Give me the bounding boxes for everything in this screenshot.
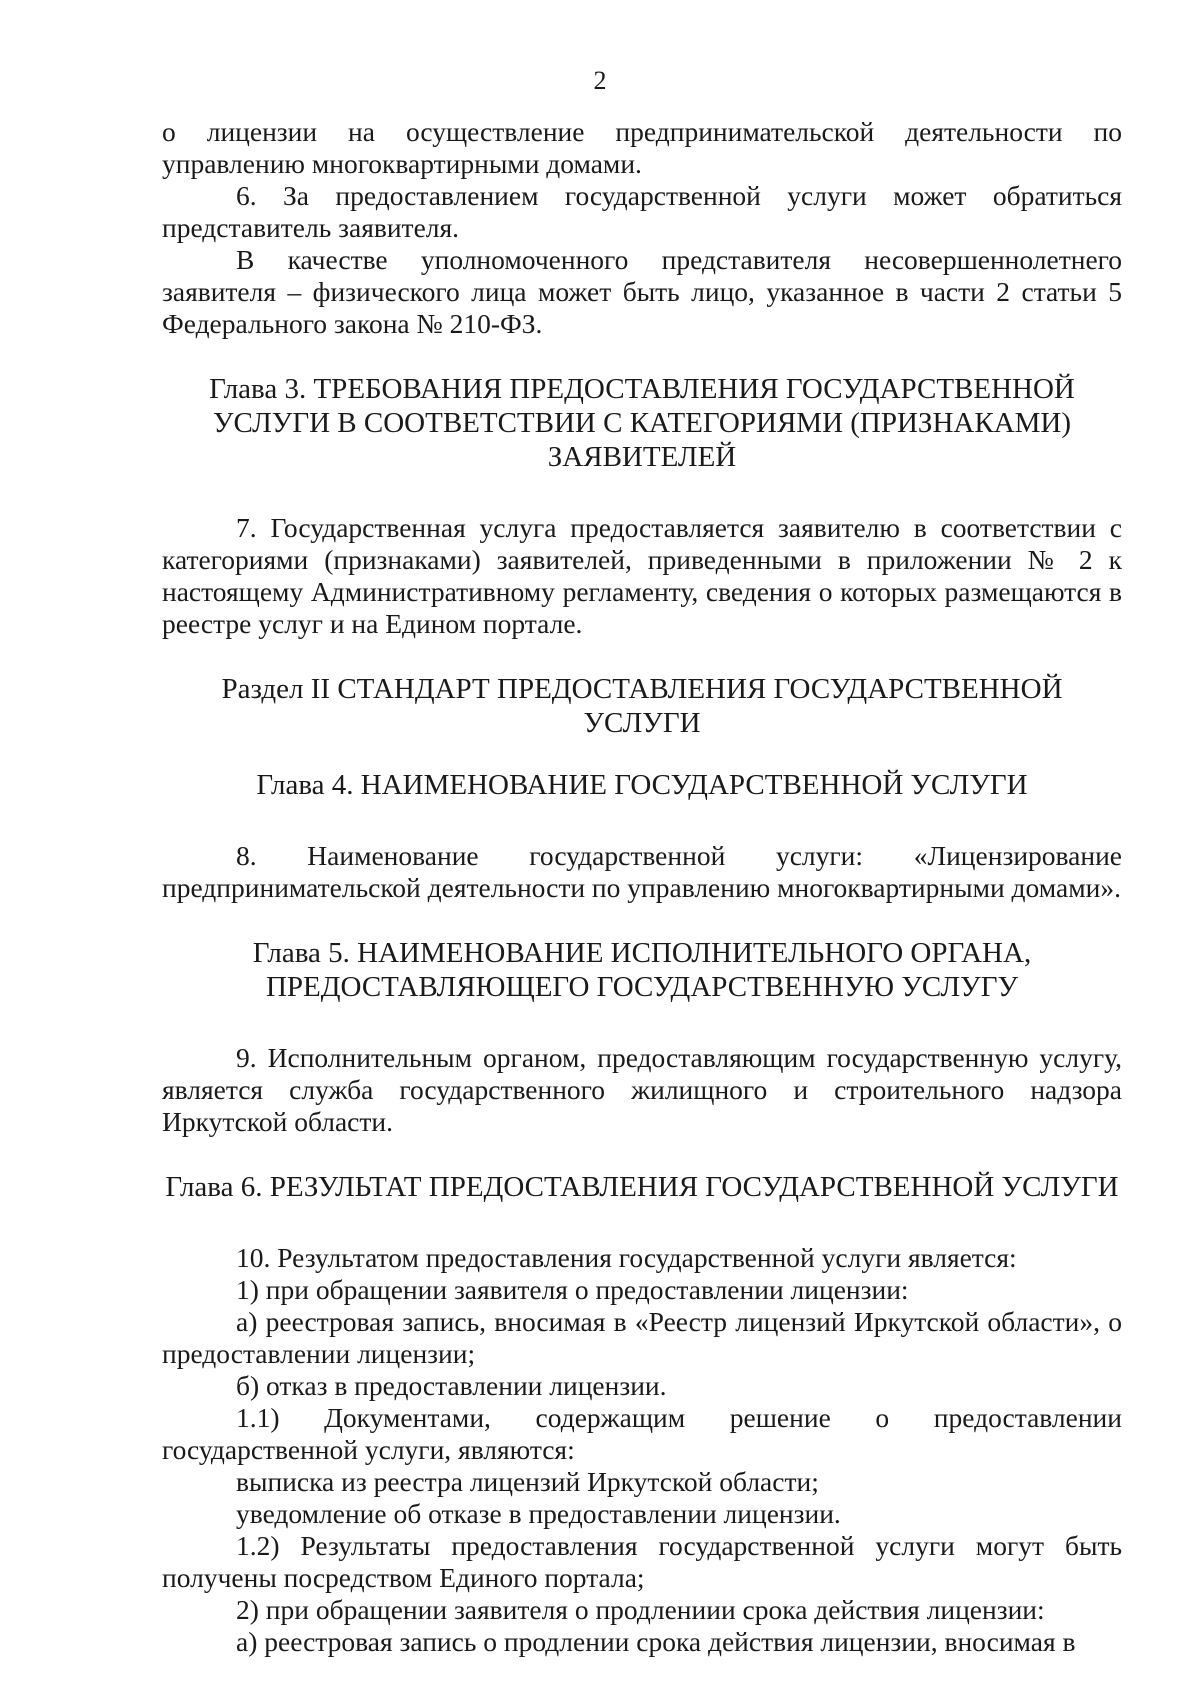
heading-line: Раздел II СТАНДАРТ ПРЕДОСТАВЛЕНИЯ ГОСУДАРСТВЕННОЙ УСЛУГИ (221, 673, 1063, 739)
paragraph: 7. Государственная услуга предоставляется заявителю в соответствии с категориями (признаками) заявителей, приведенными в приложении № 2 к настоящему Административному регламенту, сведения о которых размещаются в реестре услуг и на Едином портале. (162, 512, 1122, 639)
paragraph: б) отказ в предоставлении лицензии. (236, 1370, 667, 1401)
heading-line: Глава 5. НАИМЕНОВАНИЕ ИСПОЛНИТЕЛЬНОГО ОРГАНА, (252, 937, 1032, 969)
heading-line: ЗАЯВИТЕЛЕЙ (547, 441, 737, 473)
heading-line: Глава 4. НАИМЕНОВАНИЕ ГОСУДАРСТВЕННОЙ УСЛУГИ (256, 769, 1028, 801)
chapter-heading (162, 768, 1122, 802)
paragraph: 9. Исполнительным органом, предоставляющим государственную услугу, является служба государственного жилищного и строительного надзора Иркутской области. (162, 1042, 1122, 1137)
paragraph: а) реестровая запись о продлении срока действия лицензии, вносимая в (236, 1626, 1076, 1657)
paragraph: 10. Результатом предоставления государственной услуги является: (236, 1242, 1017, 1273)
section-heading (162, 672, 1122, 740)
chapter-heading (162, 372, 1122, 474)
paragraph: В качестве уполномоченного представителя несовершеннолетнего заявителя – физического лица может быть лицо, указанное в части 2 статьи 5 Федерального закона № 210-ФЗ. (162, 244, 1122, 339)
paragraph: 1.1) Документами, содержащим решение о предоставлении государственной услуги, являются: (162, 1402, 1122, 1465)
heading-line: ПРЕДОСТАВЛЯЮЩЕГО ГОСУДАРСТВЕННУЮ УСЛУГУ (265, 971, 1019, 1003)
paragraph: 1) при обращении заявителя о предоставлении лицензии: (236, 1274, 909, 1305)
paragraph: 8. Наименование государственной услуги: «Лицензирование предпринимательской деятельности по управлению многоквартирными домами». (162, 840, 1122, 903)
paragraph: 2) при обращении заявителя о продлениии срока действия лицензии: (236, 1594, 1045, 1625)
chapter-heading (162, 1170, 1122, 1204)
paragraph: а) реестровая запись, вносимая в «Реестр лицензий Иркутской области», о предоставлении лицензии; (162, 1306, 1122, 1369)
paragraph: уведомление об отказе в предоставлении лицензии. (236, 1498, 841, 1529)
heading-line: Глава 6. РЕЗУЛЬТАТ ПРЕДОСТАВЛЕНИЯ ГОСУДАРСТВЕННОЙ УСЛУГИ (165, 1171, 1119, 1203)
paragraph: выписка из реестра лицензий Иркутской области; (236, 1466, 819, 1497)
page-number: 2 (593, 66, 607, 95)
paragraph: о лицензии на осуществление предпринимательской деятельности по управлению многоквартирными домами. (162, 116, 1122, 179)
paragraph: 1.2) Результаты предоставления государственной услуги могут быть получены посредством Единого портала; (162, 1530, 1122, 1593)
document-body (162, 116, 1122, 1658)
heading-line: УСЛУГИ В СООТВЕТСТВИИ С КАТЕГОРИЯМИ (ПРИЗНАКАМИ) (212, 407, 1072, 439)
heading-line: Глава 3. ТРЕБОВАНИЯ ПРЕДОСТАВЛЕНИЯ ГОСУДАРСТВЕННОЙ (209, 373, 1075, 405)
chapter-heading (162, 936, 1122, 1004)
paragraph: 6. За предоставлением государственной услуги может обратиться представитель заявителя. (162, 180, 1122, 243)
